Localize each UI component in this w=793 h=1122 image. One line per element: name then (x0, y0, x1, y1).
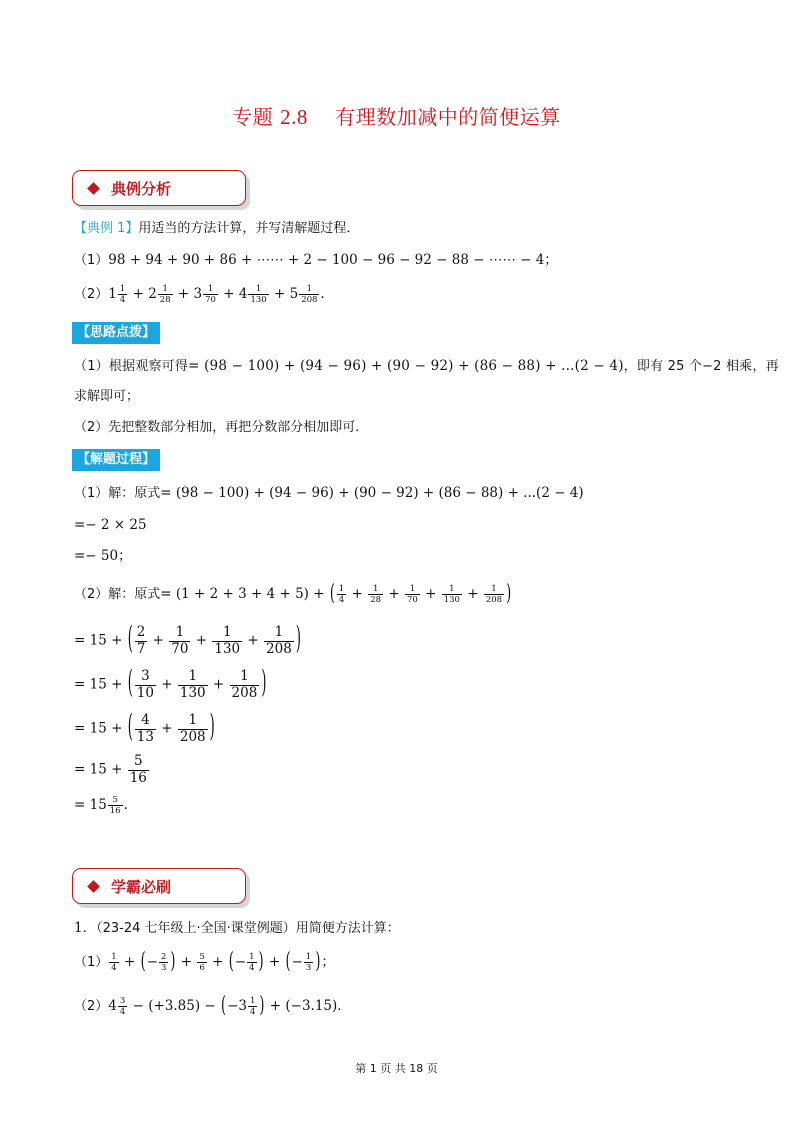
fraction: $\frac{1}{208}$ (231, 668, 258, 701)
right-paren: ) (261, 665, 267, 702)
hint-expression: = (98 − 100) + (94 − 96) + (90 − 92) + (86 − 88) + ...(2 − 4) (188, 358, 624, 374)
fraction: $\frac{3}{4}$ (119, 995, 126, 1017)
fraction: $\frac{1}{208}$ (266, 624, 292, 657)
hint-text: ，即有 25 个−2 相乘，再 (623, 359, 779, 374)
page-footer: 第 1 页 共 18 页 (355, 1062, 438, 1075)
diamond-bullet-icon (87, 880, 100, 893)
step-lead: = 15 + (74, 761, 123, 778)
hint-line-1 (74, 356, 779, 377)
step-lead: = 15 + (74, 676, 123, 693)
solution-1-step: =− 2 × 25 (74, 517, 147, 533)
practice-source: （23-24 七年级上·全国·课堂例题） (96, 921, 296, 936)
hint-line-3: （2）先把整数部分相加，再把分数部分相加即可． (74, 420, 369, 435)
fraction: $\frac{1}{28}$ (159, 283, 171, 305)
step-lead: = 15 (74, 797, 107, 813)
page-title (0, 101, 793, 130)
fraction: $\frac{2}{7}$ (136, 624, 146, 657)
solution-expression: = (98 − 100) + (94 − 96) + (90 − 92) + (86 − 88) + ...(2 − 4) (160, 485, 584, 501)
hint-tag: 【思路点拨】 (72, 322, 160, 344)
solution-1-line (74, 483, 584, 504)
solution-expression: = (1 + 2 + 3 + 4 + 5) + (160, 586, 325, 602)
practice1-prompt (74, 918, 400, 939)
fraction: $\frac{1}{70}$ (205, 283, 216, 305)
step-lead: = 15 + (74, 632, 123, 649)
q2-end: . (320, 286, 325, 302)
q2-int: + 4 (223, 286, 248, 302)
q2-prefix: （2） (74, 999, 109, 1014)
fraction: $\frac{2}{3}$ (161, 951, 167, 973)
solution-text: （2）解：原式 (74, 587, 161, 602)
q2-prefix: （2） (74, 287, 109, 302)
fraction: $\frac{5}{16}$ (109, 794, 121, 816)
fraction: $\frac{1}{70}$ (406, 583, 418, 605)
left-paren: ( (329, 580, 335, 607)
fraction: $\frac{1}{130}$ (179, 668, 206, 701)
example-tag: 【典例 1】 (74, 221, 139, 236)
solution-2-step-2: = 15 + ( $\frac{3}{10}$ + $\frac{1}{130}$ + $\frac{1}{208}$ ) (74, 670, 267, 700)
left-paren: ( (127, 709, 133, 746)
diamond-bullet-icon (87, 182, 100, 195)
section-header-practice (72, 868, 246, 904)
q1-prefix: （1） (74, 955, 109, 970)
q1-prefix: （1） (74, 253, 109, 268)
q1-expression: 98 + 94 + 90 + 86 + ⋯⋯ + 2 − 100 − 96 − 92 − 88 − ⋯⋯ − 4； (108, 252, 558, 268)
example-prompt-text: 用适当的方法计算，并写清解题过程． (138, 221, 360, 236)
fraction: $\frac{5}{6}$ (199, 951, 205, 973)
fraction: $\frac{1}{130}$ (443, 583, 460, 605)
solution-2-step-1: = 15 + ( $\frac{2}{7}$ + $\frac{1}{70}$ + $\frac{1}{130}$ + $\frac{1}{208}$ ) (74, 626, 302, 656)
fraction: $\frac{1}{4}$ (249, 951, 255, 973)
fraction: $\frac{4}{13}$ (136, 712, 154, 745)
fraction: $\frac{1}{208}$ (301, 283, 318, 305)
title-text: 有理数加减中的简便运算 (335, 105, 561, 129)
solution-1-result: =− 50； (74, 548, 132, 564)
right-paren: ) (209, 709, 215, 746)
left-paren: ( (127, 621, 133, 658)
q2-expression-end: + (−3.15)． (269, 998, 351, 1014)
fraction: $\frac{3}{10}$ (136, 668, 154, 701)
solution-2-line: （2）解：原式= (1 + 2 + 3 + 4 + 5) + ( $\frac{1}{4}$ + $\frac{1}{28}$ + $\frac{1}{70}$ + $\frac{1}{130}$ + $\frac{1}{208}$ ) (74, 584, 512, 605)
fraction: $\frac{1}{208}$ (485, 583, 503, 605)
fraction: $\frac{1}{4}$ (338, 583, 345, 605)
fraction: $\frac{1}{4}$ (119, 283, 126, 305)
q2-expression: − (+3.85) − (132, 998, 216, 1014)
title-prefix: 专题 (232, 105, 281, 129)
solution-2-step-4 (74, 755, 150, 785)
practice1-q2: （2）4 $\frac{3}{4}$ − (+3.85) − (−3 $\frac{1}{4}$ ) + (−3.15)． (74, 992, 351, 1019)
q2-int: + 3 (177, 286, 203, 302)
solution-tag: 【解题过程】 (72, 449, 160, 471)
practice1-q1: （1） $\frac{1}{4}$ + (− $\frac{2}{3}$ ) + $\frac{5}{6}$ + (− $\frac{1}{4}$ ) + (− $\frac{1}{3}$ )； (74, 948, 335, 975)
q2-int: 1 (108, 286, 117, 302)
fraction: $\frac{1}{3}$ (305, 951, 312, 973)
hint-text: （1）根据观察可得 (74, 359, 189, 374)
mixed-int: 4 (108, 998, 117, 1014)
q2-int: + 2 (132, 286, 157, 302)
right-paren: ) (506, 580, 512, 607)
left-paren: ( (127, 665, 133, 702)
practice-number: 1． (74, 920, 97, 936)
example1-q1 (74, 250, 558, 271)
solution-2-step-3: = 15 + ( $\frac{4}{13}$ + $\frac{1}{208}$ ) (74, 714, 216, 744)
q2-int: + 5 (273, 286, 299, 302)
solution-2-final (74, 795, 128, 816)
mixed-int: −3 (227, 998, 247, 1014)
final-end: . (123, 797, 128, 813)
fraction: $\frac{1}{130}$ (250, 283, 267, 305)
fraction: $\frac{5}{16}$ (129, 753, 147, 786)
example1-q2 (74, 284, 325, 305)
fraction: $\frac{1}{4}$ (111, 951, 117, 973)
section-header-examples (72, 170, 246, 206)
practice-prompt: 用简便方法计算： (295, 921, 400, 936)
section-label: 典例分析 (111, 179, 172, 198)
right-paren: ) (295, 621, 301, 658)
fraction: $\frac{1}{28}$ (370, 583, 382, 605)
section-label: 学霸必刷 (111, 877, 172, 896)
fraction: $\frac{1}{70}$ (171, 624, 189, 657)
fraction: $\frac{1}{4}$ (249, 995, 256, 1017)
hint-line-2: 求解即可； (74, 389, 140, 404)
fraction: $\frac{1}{130}$ (214, 624, 241, 657)
title-number: 2.8 (280, 105, 308, 129)
step-lead: = 15 + (74, 720, 123, 737)
solution-text: （1）解：原式 (74, 486, 161, 501)
fraction: $\frac{1}{208}$ (179, 712, 206, 745)
example1-prompt (74, 218, 359, 239)
